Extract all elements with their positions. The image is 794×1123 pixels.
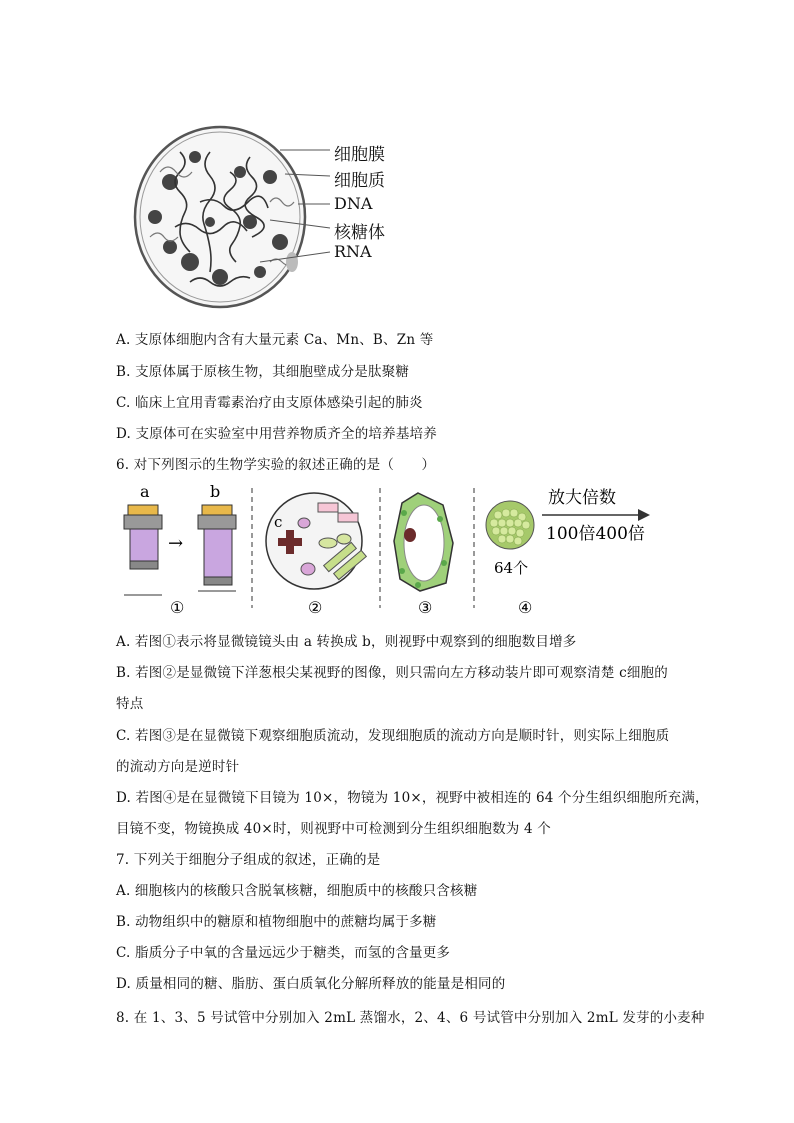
q7-option-d: D. 质量相同的糖、脂肪、蛋白质氧化分解所释放的能量是相同的: [116, 976, 506, 992]
panel-number-1: ①: [170, 598, 185, 617]
lens-b: [198, 505, 236, 585]
q7-stem: 7. 下列关于细胞分子组成的叙述，正确的是: [116, 852, 381, 868]
label-dna: DNA: [334, 194, 373, 213]
q6-option-b-line1: B. 若图②是显微镜下洋葱根尖某视野的图像，则只需向左方移动装片即可观察清楚 c细胞的: [116, 665, 668, 681]
arrow-icon: →: [168, 533, 184, 554]
magnify-values: 100倍400倍: [546, 524, 645, 544]
panel-number-2: ②: [308, 598, 323, 617]
label-ribosome: 核糖体: [334, 223, 385, 243]
q7-option-c: C. 脂质分子中氧的含量远远少于糖类，而氢的含量更多: [116, 945, 451, 961]
q5-option-a: A. 支原体细胞内含有大量元素 Ca、Mn、B、Zn 等: [116, 332, 434, 348]
lens-a: [124, 505, 162, 569]
lens-b-letter: b: [210, 483, 221, 501]
cell-c-letter: c: [274, 513, 283, 531]
q6-option-c-line2: 的流动方向是逆时针: [116, 759, 240, 775]
q6-figure: [118, 483, 678, 623]
q6-option-d-line1: D. 若图④是在显微镜下目镜为 10×，物镜为 10×，视野中被相连的 64 个分生组织细胞所充满，: [116, 790, 709, 806]
q5-option-d: D. 支原体可在实验室中用营养物质齐全的培养基培养: [116, 426, 437, 442]
cell-count-label: 64个: [494, 559, 529, 577]
q6-figure-drawing: [118, 483, 678, 623]
label-rna: RNA: [334, 242, 372, 261]
panel-number-3: ③: [418, 598, 433, 617]
q5-option-c: C. 临床上宜用青霉素治疗由支原体感染引起的肺炎: [116, 395, 423, 411]
q7-option-b: B. 动物组织中的糖原和植物细胞中的蔗糖均属于多糖: [116, 914, 437, 930]
label-cytoplasm: 细胞质: [334, 171, 385, 191]
q6-option-b-line2: 特点: [116, 696, 144, 712]
q8-stem: 8. 在 1、3、5 号试管中分别加入 2mL 蒸馏水，2、4、6 号试管中分别加入 2mL 发芽的小麦种: [116, 1010, 705, 1026]
q6-stem: 6. 对下列图示的生物学实验的叙述正确的是（ ）: [116, 457, 436, 473]
q6-option-a: A. 若图①表示将显微镜镜头由 a 转换成 b，则视野中观察到的细胞数目增多: [116, 634, 577, 650]
lens-a-letter: a: [140, 483, 150, 501]
q6-option-d-line2: 目镜不变，物镜换成 40×时，则视野中可检测到分生组织细胞数为 4 个: [116, 821, 551, 837]
label-cell-membrane: 细胞膜: [334, 145, 385, 165]
q7-option-a: A. 细胞核内的核酸只含脱氧核糖，细胞质中的核酸只含核糖: [116, 883, 478, 899]
magnify-label: 放大倍数: [548, 488, 616, 508]
panel-number-4: ④: [518, 598, 533, 617]
mycoplasma-cell-figure: [120, 112, 420, 322]
q6-option-c-line1: C. 若图③是在显微镜下观察细胞质流动，发现细胞质的流动方向是顺时针，则实际上细胞质: [116, 728, 670, 744]
q5-option-b: B. 支原体属于原核生物，其细胞壁成分是肽聚糖: [116, 364, 410, 380]
